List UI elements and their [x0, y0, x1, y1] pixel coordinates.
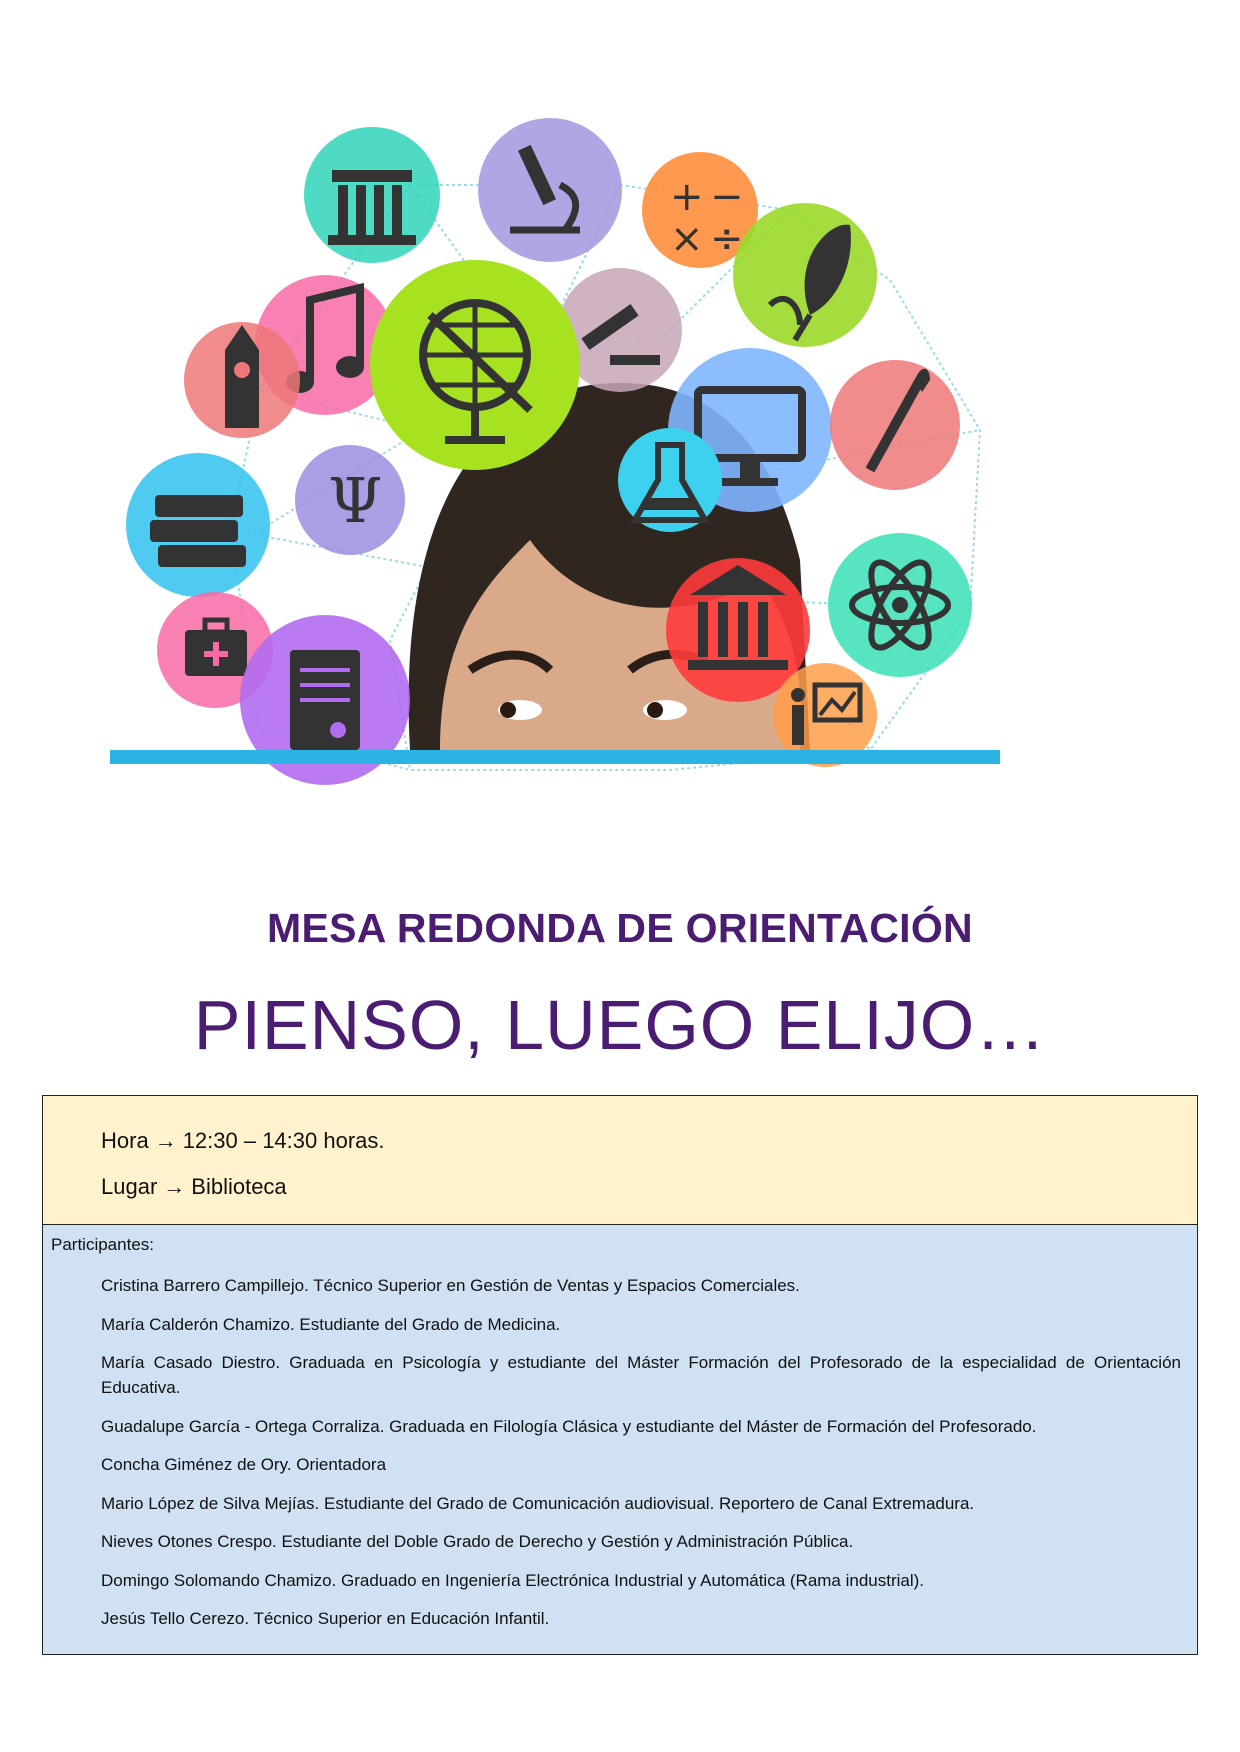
info-place	[101, 1174, 287, 1200]
place-value: Biblioteca	[191, 1174, 287, 1199]
microscope-icon	[478, 118, 622, 262]
participant-item: Guadalupe García - Ortega Corraliza. Graduada en Filología Clásica y estudiante del Máster de Formación del Profesorado.	[101, 1416, 1037, 1436]
svg-text:Ψ: Ψ	[328, 464, 383, 537]
participant-item: Mario López de Silva Mejías. Estudiante del Grado de Comunicación audiovisual. Reportero de Canal Extremadura.	[101, 1493, 975, 1513]
svg-text:÷: ÷	[710, 216, 744, 262]
flask-icon	[618, 428, 722, 532]
leaf-icon	[733, 203, 877, 347]
clock-tower-icon	[184, 322, 300, 438]
column-icon	[304, 127, 440, 263]
svg-text:×: ×	[670, 216, 704, 262]
atom-icon	[828, 533, 972, 677]
participant-item: Nieves Otones Crespo. Estudiante del Doble Grado de Derecho y Gestión y Administración Pública.	[101, 1532, 854, 1551]
participant-item: María Casado Diestro. Graduada en Psicología y estudiante del Máster Formación del Profesorado de la especialidad de Orientación Educativa.	[101, 1353, 1181, 1397]
event-subtitle: MESA REDONDA DE ORIENTACIÓN	[267, 905, 973, 951]
participant-item: María Calderón Chamizo. Estudiante del Grado de Medicina.	[101, 1314, 561, 1334]
participants-box	[42, 1225, 1198, 1655]
time-label: Hora	[101, 1128, 149, 1153]
psi-icon	[295, 445, 405, 555]
event-title: PIENSO, LUEGO ELIJO…	[193, 986, 1047, 1064]
globe-icon	[370, 260, 580, 470]
books-icon	[126, 453, 270, 597]
hero-baseline	[110, 750, 1000, 764]
hero-illustration	[110, 110, 1130, 860]
paintbrush-icon	[830, 360, 960, 490]
arrow-icon: →	[154, 1128, 177, 1153]
info-time	[101, 1128, 385, 1154]
participants-list	[101, 1273, 1181, 1645]
participant-item: Domingo Solomando Chamizo. Graduado en Ingeniería Electrónica Industrial y Automática (Rama industrial).	[101, 1570, 925, 1590]
participant-item: Jesús Tello Cerezo. Técnico Superior en Educación Infantil.	[101, 1609, 550, 1628]
time-value: 12:30 – 14:30 horas.	[182, 1128, 385, 1153]
participant-item: Cristina Barrero Campillejo. Técnico Superior en Gestión de Ventas y Espacios Comerciales.	[101, 1276, 800, 1295]
arrow-icon: →	[163, 1174, 186, 1199]
svg-text:+: +	[670, 174, 704, 220]
participant-item: Concha Giménez de Ory. Orientadora	[101, 1455, 387, 1474]
svg-text:−: −	[710, 174, 744, 220]
place-label: Lugar	[101, 1174, 158, 1199]
info-box	[42, 1095, 1198, 1225]
participants-heading: Participantes:	[51, 1235, 154, 1254]
